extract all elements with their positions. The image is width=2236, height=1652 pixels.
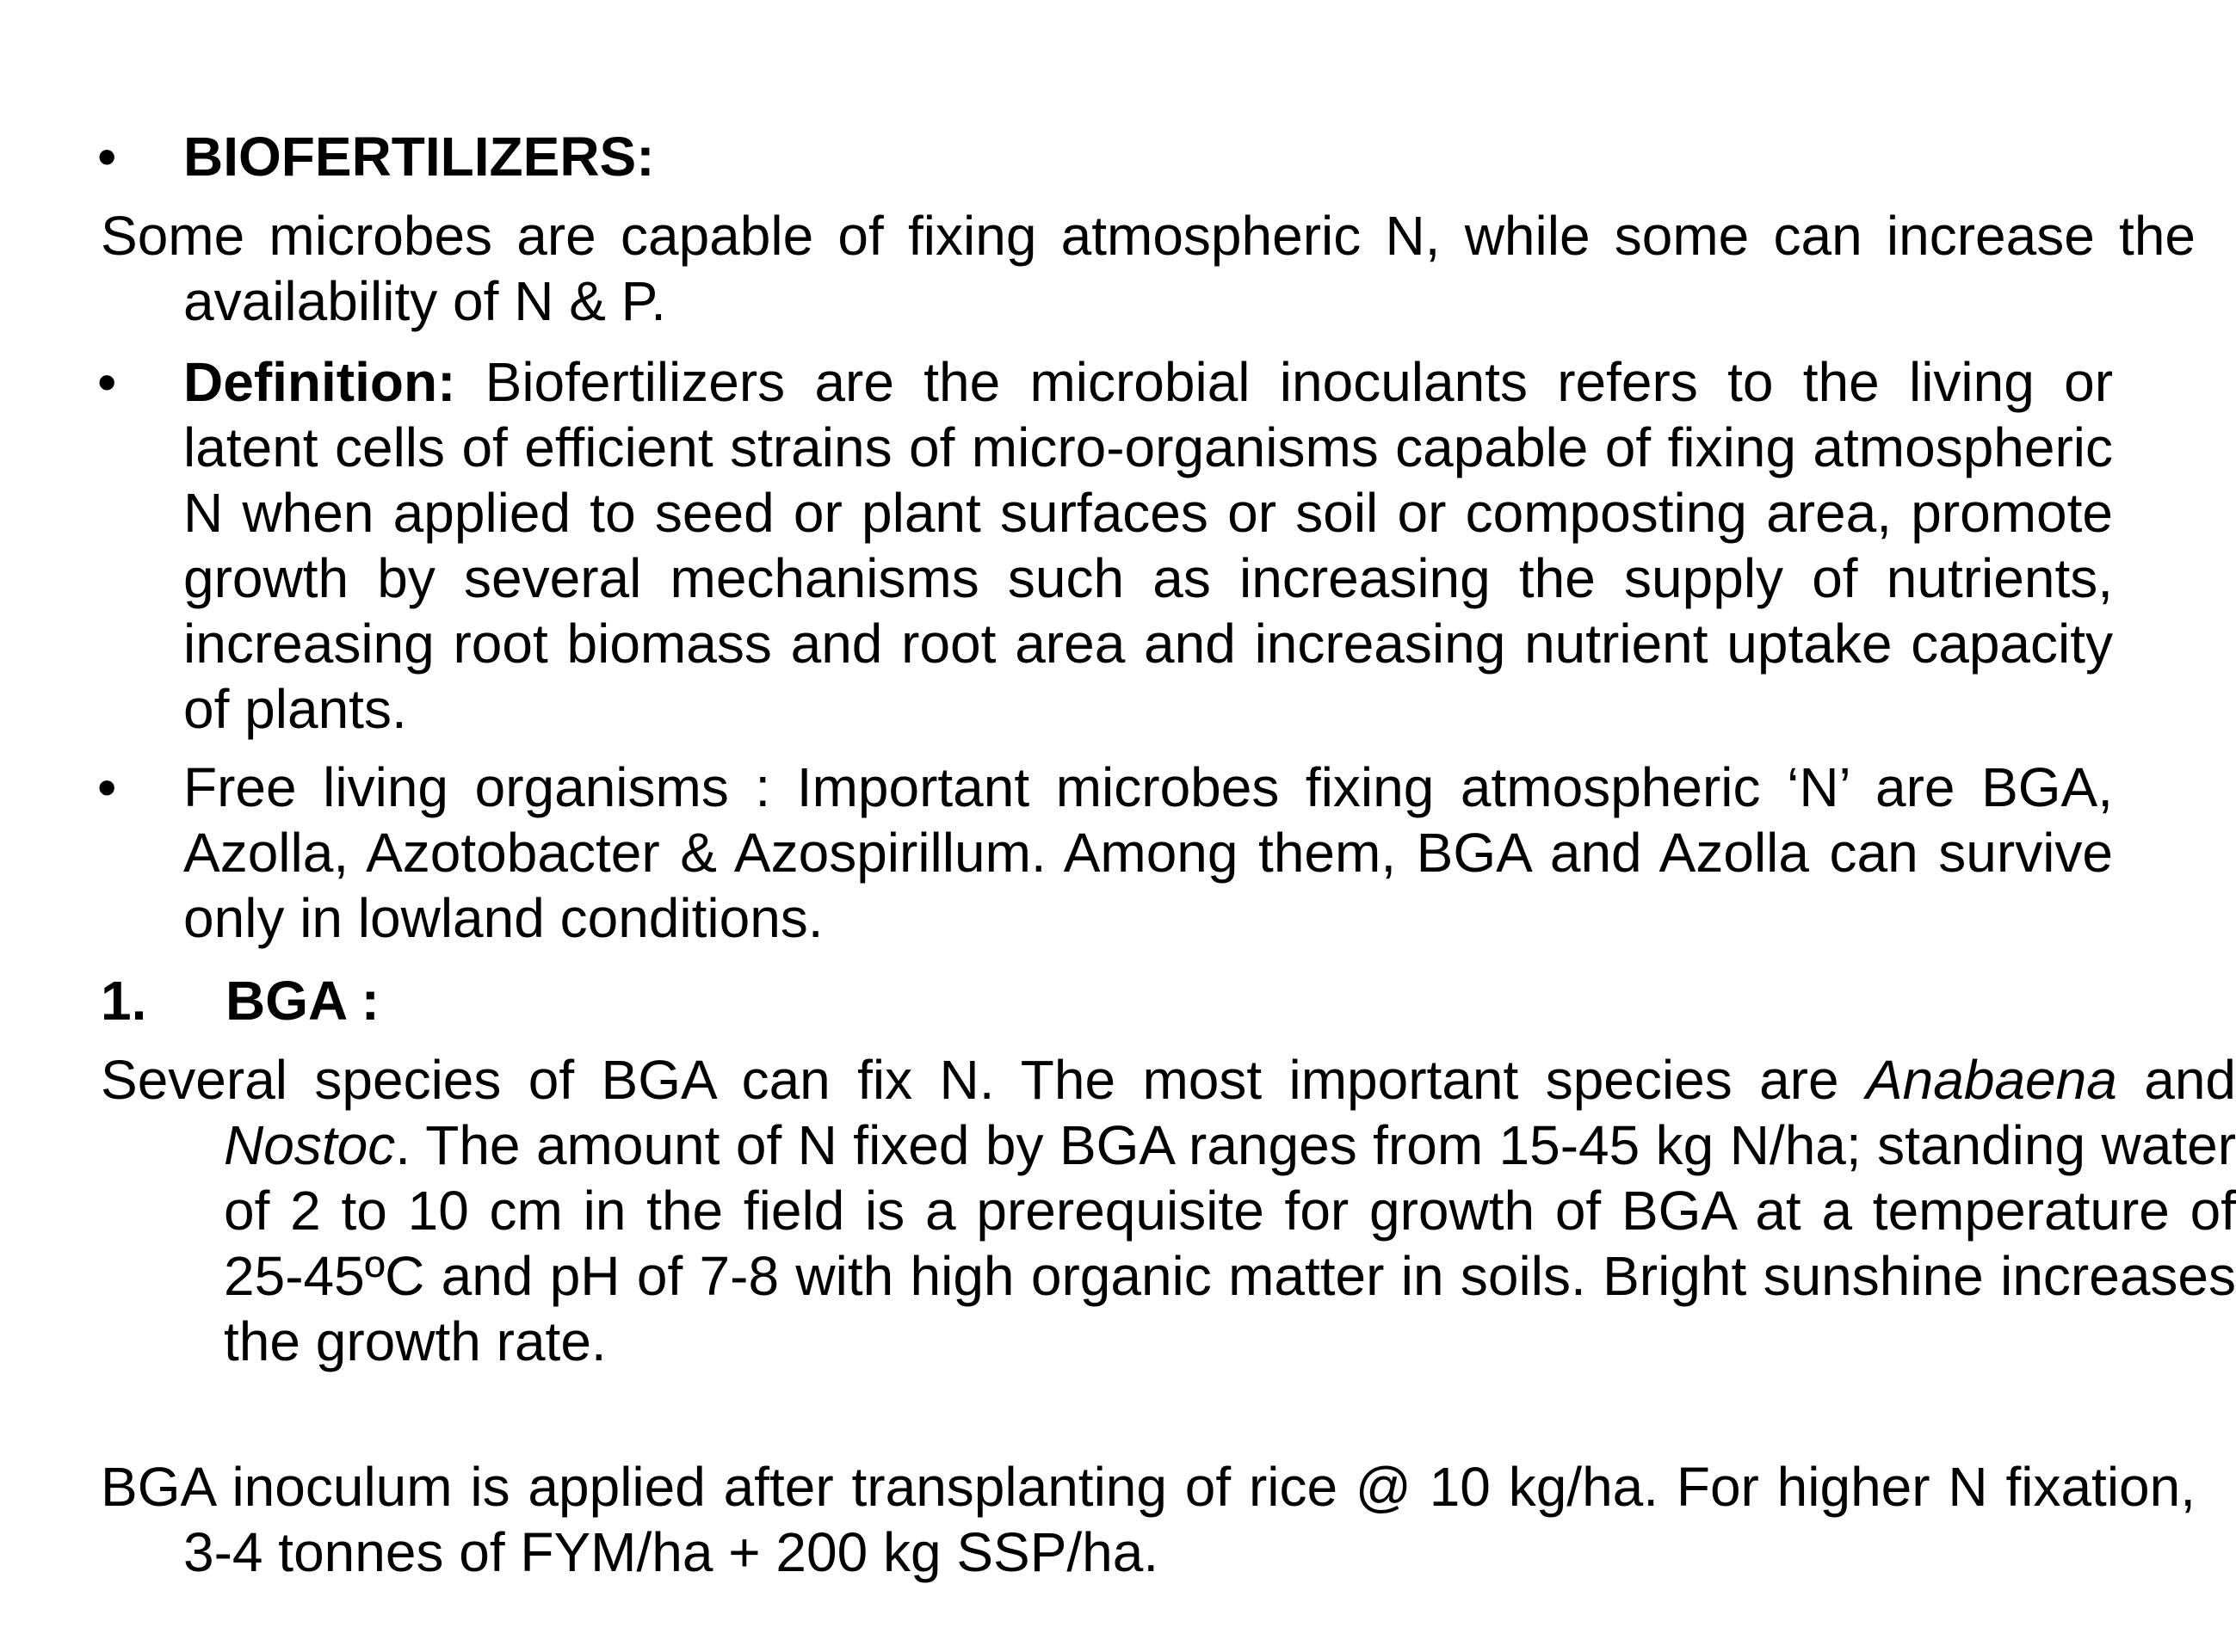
inoculum-paragraph: BGA inoculum is applied after transplanting of rice @ 10 kg/ha. For higher N fixation, 3-4 tonnes of FYM/ha + 200 kg SSP/ha.: [101, 1456, 2196, 1583]
bullet-marker: •: [97, 756, 117, 818]
bullet-marker: •: [97, 351, 117, 413]
definition-paragraph: [183, 349, 2113, 742]
free-living-paragraph: Free living organisms : Important microbes fixing atmospheric ‘N’ are BGA, Azolla, Azotobacter & Azospirillum. Among them, BGA and Azolla can survive only in lowland conditions.: [183, 756, 2113, 949]
species-nostoc: Nostoc: [224, 1114, 396, 1176]
bullet-marker: •: [97, 126, 117, 188]
definition-text: Biofertilizers are the microbial inoculants refers to the living or latent cells of efficient strains of micro-organisms capable of fixing atmospheric N when applied to seed or plant surfaces or soil or composting area, promote growth by several mechanisms such as increasing the supply of nutrients, increasing root biomass and root area and increasing nutrient uptake capacity of plants.: [183, 351, 2113, 740]
bga-text-part3: . The amount of N fixed by BGA ranges from 15-45 kg N/ha; standing water of 2 to 10 cm in the field is a prerequisite for growth of BGA at a temperature of 25-45ºC and pH of 7-8 with high organic matter in soils. Bright sunshine increases the growth rate.: [224, 1114, 2236, 1372]
heading-biofertilizers: BIOFERTILIZERS:: [183, 126, 655, 188]
bga-paragraph: [101, 1047, 2236, 1374]
section-number: 1.: [101, 970, 147, 1032]
definition-label: Definition:: [183, 351, 456, 413]
bga-text-part1: Several species of BGA can fix N. The most important species are: [101, 1049, 1866, 1111]
bga-text-part2: and: [2116, 1049, 2236, 1111]
intro-paragraph: Some microbes are capable of fixing atmospheric N, while some can increase the availability of N & P.: [101, 205, 2196, 332]
section-title: BGA :: [225, 970, 380, 1032]
species-anabaena: Anabaena: [1865, 1049, 2117, 1111]
